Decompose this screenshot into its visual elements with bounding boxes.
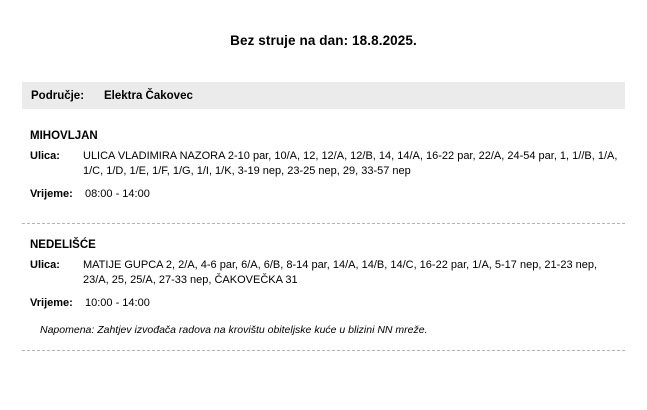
entry-location-name: NEDELIŠĆE (30, 239, 96, 251)
area-header (22, 82, 625, 109)
entry-location-name: MIHOVLJAN (30, 130, 98, 142)
street-value: MATIJE GUPCA 2, 2/A, 4-6 par, 6/A, 6/B, 8-14 par, 14/A, 14/B, 14/C, 16-22 par, 1/A, 5-17 nep, 21-23 nep, 23/A, 25, 25/A, 27-33 nep, ČAKOVEČKA 31 (83, 259, 598, 286)
entry-divider (22, 350, 625, 351)
area-value: Elektra Čakovec (104, 89, 193, 102)
outage-entry (22, 224, 625, 350)
entry-note: Napomena: Zahtjev izvođača radova na krovištu obiteljske kuće u blizini NN mreže. (40, 324, 428, 336)
street-label: Ulica: (30, 150, 60, 162)
entry-street-row (22, 149, 625, 179)
street-value: ULICA VLADIMIRA NAZORA 2-10 par, 10/A, 12, 12/A, 12/B, 14, 14/A, 16-22 par, 22/A, 24-54 par, 1, 1//B, 1/A, 1/C, 1/D, 1/E, 1/F, 1/G, 1/I, 1/K, 3-19 nep, 23-25 nep, 29, 33-57 nep (83, 150, 618, 177)
entry-time-row (22, 296, 625, 311)
entry-street-row (22, 258, 625, 288)
street-label: Ulica: (30, 259, 60, 271)
entry-time-row (22, 187, 625, 202)
page-title: Bez struje na dan: 18.8.2025. (230, 33, 417, 48)
time-label: Vrijeme: (30, 297, 73, 309)
outage-entry (22, 115, 625, 223)
time-label: Vrijeme: (30, 188, 73, 200)
outage-entries-list (22, 109, 625, 351)
area-label: Područje: (31, 89, 85, 102)
time-value: 08:00 - 14:00 (85, 188, 150, 200)
time-value: 10:00 - 14:00 (85, 297, 150, 309)
